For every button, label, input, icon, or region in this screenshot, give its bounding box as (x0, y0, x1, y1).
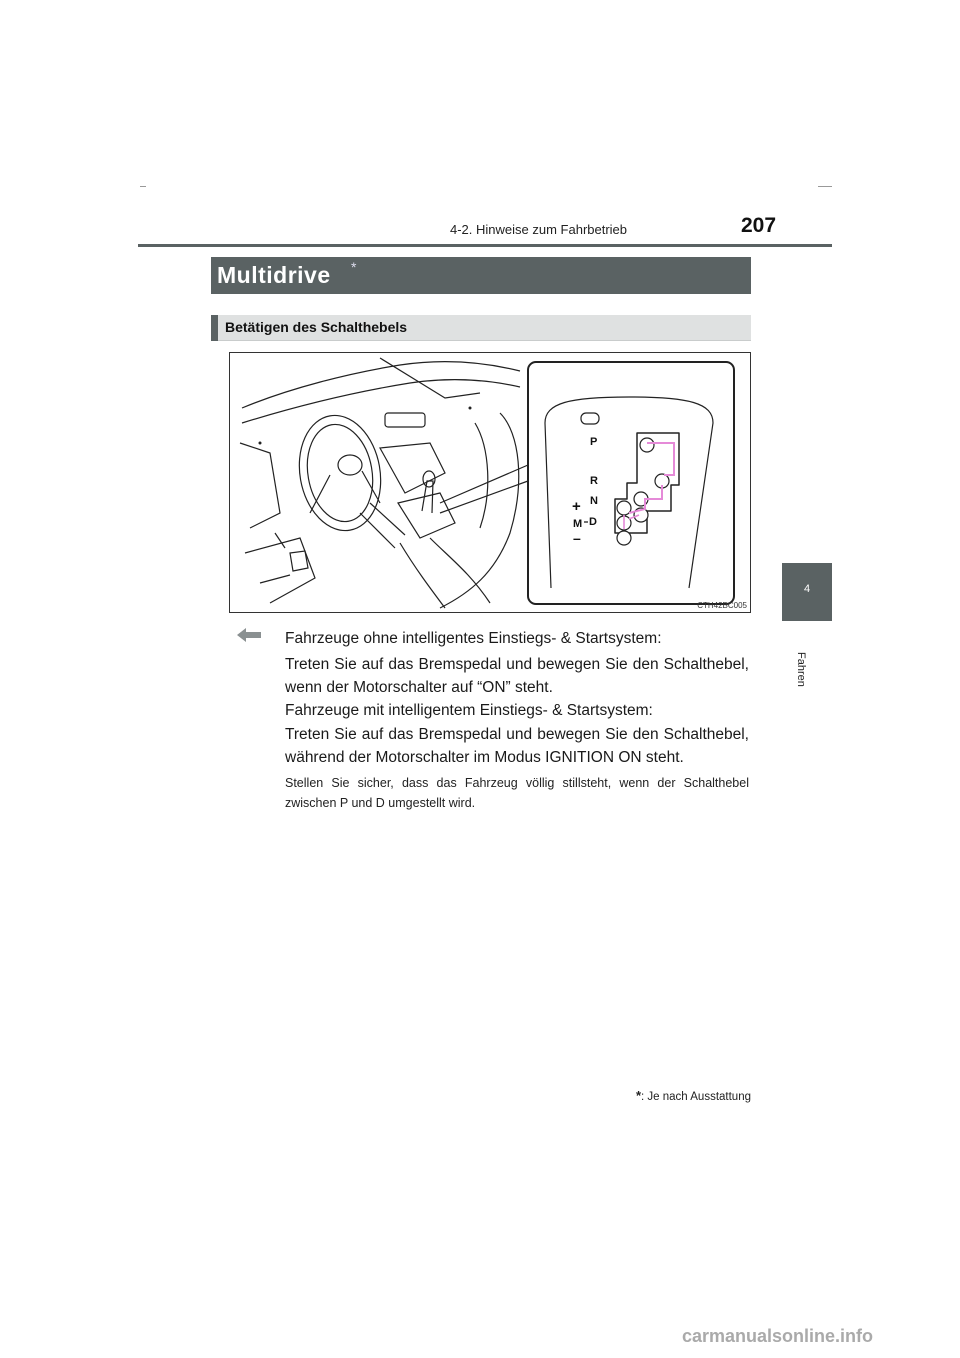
footnote-text: : Je nach Ausstattung (641, 1091, 751, 1103)
watermark: carmanualsonline.info (682, 1326, 874, 1346)
title-asterisk: * (351, 259, 357, 275)
gate-label-plus: + (572, 498, 581, 515)
gate-label-d: D (589, 516, 597, 528)
car-interior-illustration (230, 353, 530, 612)
page-number: 207 (741, 214, 777, 237)
note-paragraph: Stellen Sie sicher, dass das Fahrzeug völlig stillsteht, wenn der Schalthebel zwischen P und D umgestellt wird. (285, 776, 749, 810)
header-rule (138, 244, 832, 247)
chapter-tab (782, 563, 832, 621)
crop-mark-right (818, 186, 832, 187)
body-paragraph-4: Treten Sie auf das Bremspedal und bewegen Sie den Schalthebel, während der Motorschalter im Modus IGNITION ON steht. (285, 726, 749, 766)
page-title: Multidrive (217, 262, 331, 288)
chapter-tab-label: Fahren (795, 652, 807, 687)
chapter-tab-number: 4 (803, 583, 811, 595)
section-label: 4-2. Hinweise zum Fahrbetrieb (450, 222, 628, 237)
gate-label-minus: – (573, 530, 581, 546)
gate-label-n: N (590, 495, 598, 507)
footnote (598, 1088, 751, 1103)
subheading-bar (211, 315, 751, 341)
gate-label-m: M (573, 518, 583, 530)
shift-gate-inset (527, 361, 735, 605)
left-arrow-icon (237, 627, 261, 643)
crop-mark-left (140, 186, 146, 187)
page-title-bar (211, 257, 751, 294)
subheading-accent (211, 315, 218, 341)
gate-label-p: P (590, 436, 598, 448)
body-paragraph-3: Fahrzeuge mit intelligentem Einstiegs- & Startsystem: (285, 702, 653, 719)
gate-label-r: R (590, 475, 598, 487)
shift-gate-diagram (529, 363, 733, 603)
body-paragraph-2: Treten Sie auf das Bremspedal und bewegen Sie den Schalthebel, wenn der Motorschalter auf “ON” steht. (285, 656, 749, 696)
figure-code: CTH42BC005 (697, 601, 747, 610)
subheading: Betätigen des Schalthebels (225, 319, 408, 335)
body-paragraph-1: Fahrzeuge ohne intelligentes Einstiegs- & Startsystem: (285, 630, 662, 647)
shift-lever-figure (229, 352, 751, 613)
footnote-asterisk: * (635, 1088, 642, 1103)
